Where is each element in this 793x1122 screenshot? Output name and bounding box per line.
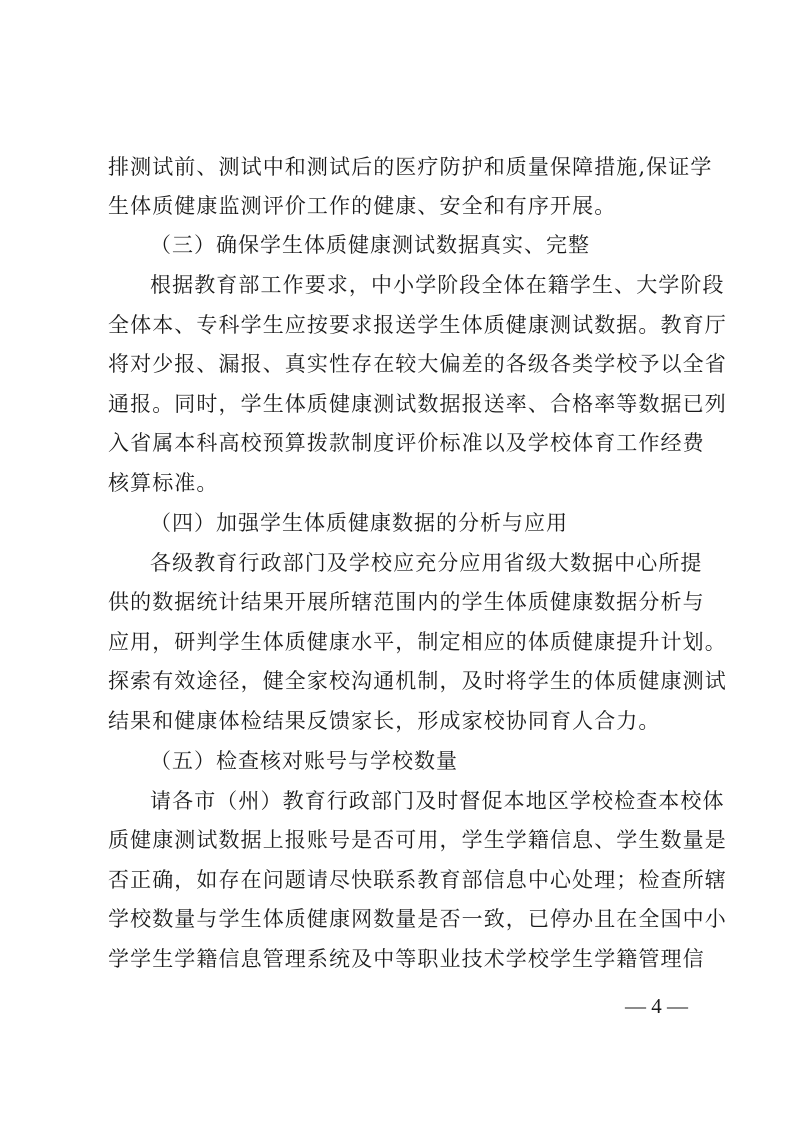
body-line: 结果和健康体检结果反馈家长，形成家校协同育人合力。: [108, 709, 661, 733]
body-line: 通报。同时，学生体质健康测试数据报送率、合格率等数据已列: [108, 392, 727, 416]
body-line: 核算标准。: [108, 471, 219, 495]
body-line: 全体本、专科学生应按要求报送学生体质健康测试数据。教育厅: [108, 313, 727, 337]
body-line: 学校数量与学生体质健康网数量是否一致，已停办且在全国中小: [108, 907, 727, 931]
body-line: 供的数据统计结果开展所辖范围内的学生体质健康数据分析与: [108, 590, 705, 614]
body-line: 根据教育部工作要求，中小学阶段全体在籍学生、大学阶段: [150, 273, 725, 297]
body-line: 各级教育行政部门及学校应充分应用省级大数据中心所提: [150, 551, 703, 575]
section-heading-5: （五）检查核对账号与学校数量: [150, 749, 458, 773]
body-line: 学学生学籍信息管理系统及中等职业技术学校学生学籍管理信: [108, 947, 705, 971]
section-heading-4: （四）加强学生体质健康数据的分析与应用: [150, 511, 568, 535]
body-line: 将对少报、漏报、真实性存在较大偏差的各级各类学校予以全省: [108, 352, 727, 376]
page-number: — 4 —: [625, 994, 688, 1018]
body-line: 生体质健康监测评价工作的健康、安全和有序开展。: [108, 194, 617, 218]
body-line: 应用，研判学生体质健康水平，制定相应的体质健康提升计划。: [108, 630, 727, 654]
body-line: 请各市（州）教育行政部门及时督促本地区学校检查本校体: [150, 789, 725, 813]
body-line: 排测试前、测试中和测试后的医疗防护和质量保障措施,保证学: [108, 155, 713, 179]
body-line: 探索有效途径，健全家校沟通机制，及时将学生的体质健康测试: [108, 669, 727, 693]
body-line: 否正确，如存在问题请尽快联系教育部信息中心处理；检查所辖: [108, 868, 727, 892]
body-line: 质健康测试数据上报账号是否可用，学生学籍信息、学生数量是: [108, 828, 727, 852]
body-line: 入省属本科高校预算拨款制度评价标准以及学校体育工作经费: [108, 431, 705, 455]
section-heading-3: （三）确保学生体质健康测试数据真实、完整: [150, 233, 590, 257]
